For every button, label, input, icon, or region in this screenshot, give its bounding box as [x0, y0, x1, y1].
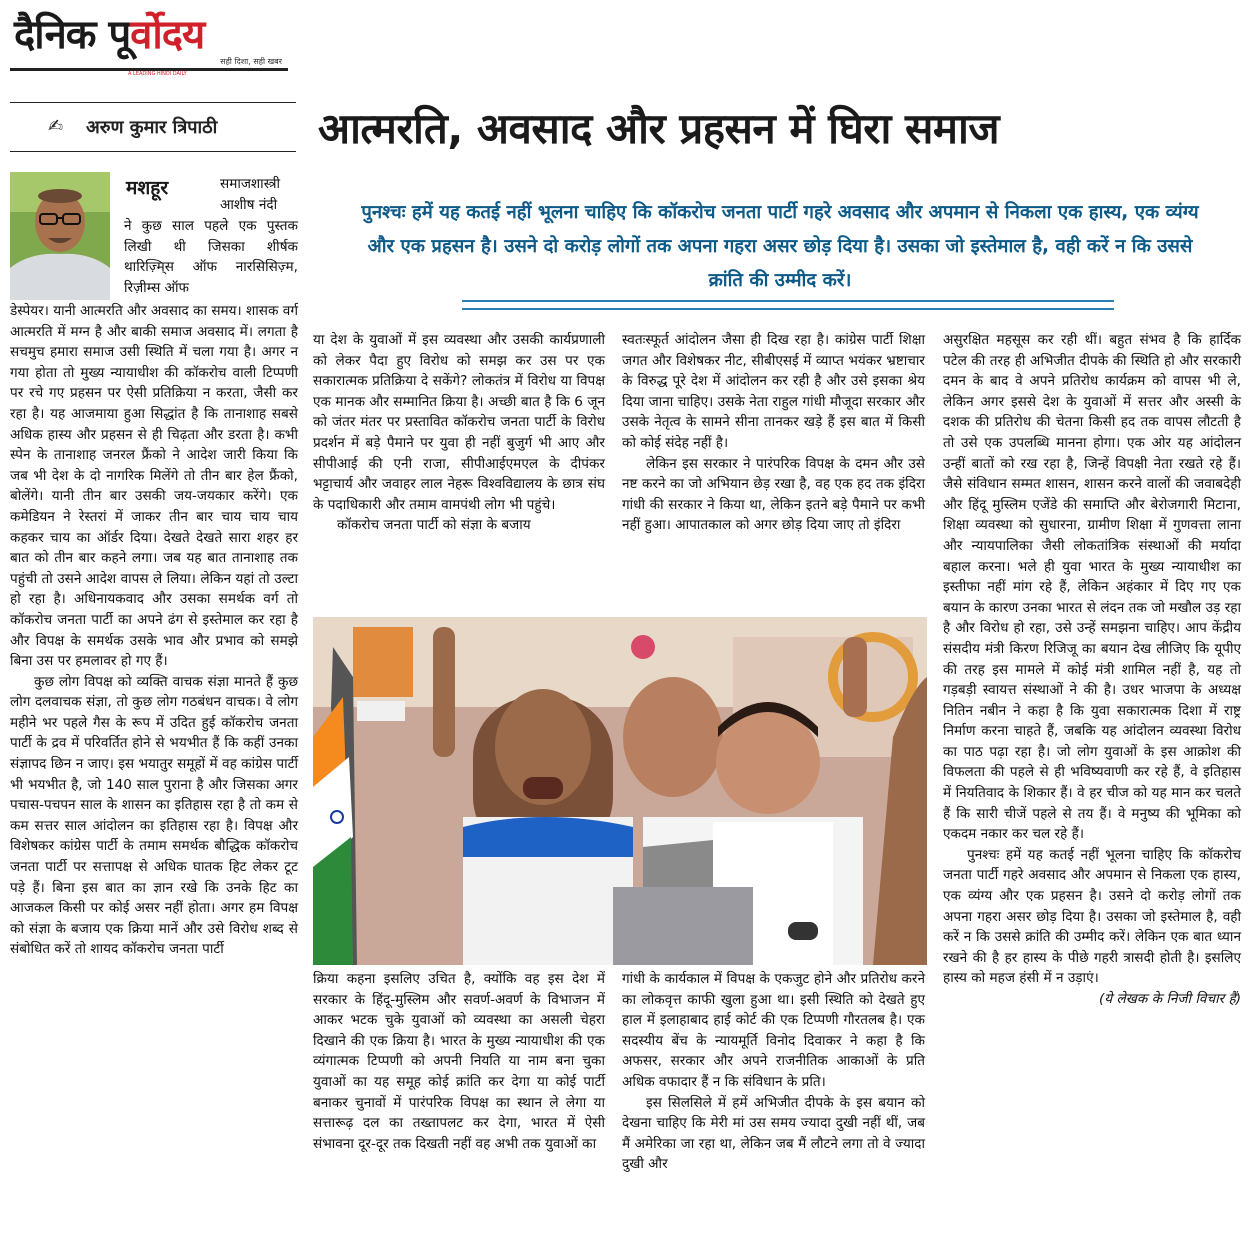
deck-rule: [462, 300, 1114, 310]
masthead-subtag: A LEADING HINDI DAILY: [128, 71, 187, 77]
masthead: [10, 8, 288, 77]
author-photo: [10, 172, 110, 300]
paragraph: गांधी के कार्यकाल में विपक्ष के एकजुट होने और प्रतिरोध करने का लोकवृत्त काफी खुला हुआ था। इसी स्थिति को देखते हुए हाल में इलाहाबाद हाई कोर्ट की एक टिप्पणी गौरतलब है। एक सदस्यीय बेंच के न्यायमूर्ति विनोद दिवाकर ने कहा है कि अफसर, सरकार और अपने राजनीतिक आकाओं के प्रति अधिक वफादार हैं न कि संविधान के प्रति।: [622, 971, 925, 1090]
protest-photo: [313, 617, 927, 965]
deck-pullquote: पुनश्चः हमें यह कतई नहीं भूलना चाहिए कि कॉकरोच जनता पार्टी गहरे अवसाद और अपमान से निकला एक हास्य, एक व्यंग्य और एक प्रहसन है। उसने दो करोड़ लोगों तक अपना गहरा असर छोड़ दिया है। उसका जो इस्तेमाल है, वही करें न कि उससे क्रांति की उम्मीद करें।: [361, 202, 1199, 291]
paragraph: कुछ लोग विपक्ष को व्यक्ति वाचक संज्ञा मानते हैं कुछ लोग दलवाचक संज्ञा, तो कुछ लोग गठबंधन वाचक। वे लोग महीने भर पहले गैस के रूप में उदित हुई कॉकरोच जनता पार्टी के द्रव में परिवर्तित होने से भयभीत हैं कि कहीं उनका संज्ञापद छिन न जाए। इस भयातुर समूहों में वह कांग्रेस पार्टी भी भयभीत है, जो 140 साल पुराना है और जिसका अगर पचास-पचपन साल के शासन का इतिहास रहा है तो कम से कम सत्तर साल आंदोलन का इतिहास रहा है। विपक्ष और विशेषकर कांग्रेस पार्टी के तमाम समर्थक बौद्धिक कॉकरोच जनता पार्टी पर सत्तापक्ष से अधिक घातक हिट लेकर टूट पड़े हैं। बिना इस बात का ज्ञान रखे कि उनके हिट का आजकल किसी पर कोई असर नहीं होता। अगर हम विपक्ष को संज्ञा के बजाय एक क्रिया मानें और उसे विरोध शब्द से संबोधित करें तो शायद कॉकरोच जनता पार्टी: [10, 673, 298, 958]
paragraph: पुनश्चः हमें यह कतई नहीं भूलना चाहिए कि कॉकरोच जनता पार्टी गहरे अवसाद और अपमान से निकला एक हास्य, एक व्यंग्य और एक प्रहसन है। उसने दो करोड़ लोगों तक अपना गहरा असर छोड़ दिया है। उसका जो इस्तेमाल है, वही करें न कि उससे क्रांति की उम्मीद करें। लेकिन एक बात ध्यान रखने की है हर हास्य के पीछे गहरी त्रासदी होती है। इसलिए हास्य को महज हंसी में न उड़ाएं।: [943, 846, 1241, 987]
intro-mid-text: ने कुछ साल पहले एक पुस्तक लिखी थी जिसका शीर्षक थारिज़्मि्स ऑफ नारसिसिज़्म, रिज़ीम्स ऑफ: [124, 218, 298, 296]
intro-right-text: समाजशास्त्री आशीष नंदी: [220, 176, 281, 213]
paragraph: या देश के युवाओं में इस व्यवस्था और उसकी कार्यप्रणाली को लेकर पैदा हुए विरोध को समझ कर उस पर एक सकारात्मक प्रतिक्रिया दे सकेंगे? लोकतंत्र में विरोध या विपक्ष एक मानक और सम्मानित क्रिया है। अच्छी बात है कि 6 जून को जंतर मंतर पर प्रस्तावित कॉकरोच जनता पार्टी के विरोध प्रदर्शन में बड़े पैमाने पर युवा ही नहीं बुजुर्ग भी आए और सीपीआई की एनी राजा, सीपीआईएमएल के दीपंकर भट्टाचार्य और जवाहर लाल नेहरू विश्वविद्यालय के छात्र संघ के पदाधिकारी और तमाम वामपंथी लोग भी पहुंचे।: [313, 332, 605, 513]
column-4: [943, 330, 1241, 1010]
column-1: [10, 301, 298, 960]
paragraph: स्वतःस्फूर्त आंदोलन जैसा ही दिख रहा है। कांग्रेस पार्टी शिक्षा जगत और विशेषकर नीट, सीबीएसई में व्याप्त भयंकर भ्रष्टाचार के विरुद्ध पूरे देश में आंदोलन कर रही है और उसे इसका श्रेय दिया जाना चाहिए। उसके नेता राहुल गांधी मौजूदा सरकार और उसके नेतृत्व के सामने सीना तानकर खड़े हैं इस बात में किसी को कोई संदेह नहीं है।: [622, 332, 925, 451]
paragraph: कॉकरोच जनता पार्टी को संज्ञा के बजाय: [337, 517, 531, 534]
newspaper-name: दैनिक पूर्वोदय: [14, 12, 205, 58]
author-disclaimer: (ये लेखक के निजी विचार हैं): [1099, 991, 1241, 1007]
byline: [10, 102, 296, 152]
column-2-top: [313, 330, 605, 536]
intro-drop-word: मशहूर: [126, 177, 169, 199]
headline: आत्मरति, अवसाद और प्रहसन में घिरा समाज: [318, 104, 1000, 153]
paragraph: डेस्पेयर। यानी आत्मरति और अवसाद का समय। शासक वर्ग आत्मरति में मग्न है और बाकी समाज अवसाद में। लगता है सचमुच हमारा समाज उसी स्थिति में चला गया है। अगर न गया होता तो मुख्य न्यायाधीश की कॉकरोच वाली टिप्पणी पर रचे गए प्रहसन पर ऐसी प्रतिक्रिया न करता, जैसी कर रहा है। यह आजमाया हुआ सिद्धांत है कि तानाशाह सबसे अधिक हास्य और प्रहसन से ही चिढ़ता और डरता है। कभी स्पेन के तानाशाह जनरल फ्रैंको ने आदेश जारी किया कि जब भी देश के दो नागरिक मिलेंगे तो तीन बार हेल फ्रैंको, बोलेंगे। यानी तीन बार उसकी जय-जयकार करेंगे। एक कमेडियन ने रेस्तरां में जाकर तीन बार चाय चाय चाय कहकर चाय का ऑर्डर दिया। देखते देखते सारा शहर हर बात को तीन बार कहने लगा। जब यह बात तानाशाह तक पहुंची तो उसने आदेश वापस ले लिया। लेकिन यहां तो उल्टा हो रहा है। अधिनायकवाद और उसका समर्थक वर्ग तो कॉकरोच जनता पार्टी का अपने ढंग से इस्तेमाल कर रहा है और विपक्ष के समर्थक उसके भाव और प्रभाव को समझे बिना उस पर हमलावर हो गए हैं।: [10, 303, 298, 670]
masthead-tagline: सही दिशा, सही खबर: [220, 57, 282, 66]
column-3-top: [622, 330, 925, 536]
author-name: अरुण कुमार त्रिपाठी: [86, 117, 218, 138]
pen-icon: ✍: [48, 116, 64, 137]
paragraph: असुरक्षित महसूस कर रही थीं। बहुत संभव है कि हार्दिक पटेल की तरह ही अभिजीत दीपके की स्थिति हो और सरकारी दमन के बाद वे अपने प्रतिरोध कार्यक्रम को वापस भी ले, लेकिन अगर इससे देश के युवाओं में सत्तर और अस्सी के दशक की प्रतिरोध की चेतना किसी हद तक वापस लौटती है तो उसे एक उपलब्धि मानना होगा। एक ओर यह आंदोलन उन्हीं बातों को रख रहा है, जिन्हें विपक्षी नेता रखते रहे हैं। जैसे संविधान सम्मत शासन, शासन करने वालों की जवाबदेही और हिंदू मुस्लिम एजेंडे की समाप्ति और बेरोजगारी मिटाना, शिक्षा व्यवस्था को सुधारना, ग्रामीण शिक्षा में गुणवत्ता लाना और न्यायपालिका जैसी लोकतांत्रिक संस्थाओं की मर्यादा बहाल करना। भले ही युवा भारत के मुख्य न्यायाधीश का इस्तीफा नहीं मांग रहे हैं, लेकिन अहंकार में दिए गए एक बयान के कारण उनका भारत से लंदन तक जो मखौल उड़ रहा है और विरोध हो रहा, उसे उन्हें समझना चाहिए। आप केंद्रीय संसदीय मंत्री किरण रिजिजू का बयान देख लीजिए कि यूपीए की तरह इस मामले में कोई मंत्री शामिल नहीं है, यह तो गड़बड़ी स्वायत्त संस्थाओं ने की है। उधर भाजपा के अध्यक्ष नितिन नबीन ने कहा है कि युवा सकारात्मक दिशा में राष्ट्र निर्माण करना चाहते हैं, जबकि यह आंदोलन व्यवस्था विरोध का पाठ पढ़ा रहा है। जो लोग युवाओं के इस आक्रोश की विफलता की पहले से ही भविष्यवाणी कर रहे हैं, वे इतिहास में नियतिवाद के शिकार हैं। वे हर चीज को यह मान कर चलते हैं कि सारी चीजें पहले से तय हैं। वे मनुष्य की भूमिका को एकदम नकार कर चल रहे हैं।: [943, 332, 1241, 843]
column-2-bottom: [313, 969, 605, 1154]
paragraph: लेकिन इस सरकार ने पारंपरिक विपक्ष के दमन और उसे नष्ट करने का जो अभियान छेड़ रखा है, वह एक हद तक इंदिरा गांधी की सरकार ने किया था, लेकिन इतने बड़े पैमाने पर कभी नहीं हुआ। आपातकाल को अगर छोड़ दिया जाए तो इंदिरा: [622, 455, 925, 534]
column-3-bottom: [622, 969, 925, 1175]
paragraph: इस सिलसिले में हमें अभिजीत दीपके के इस बयान को देखना चाहिए कि मेरी मां उस समय ज्यादा दुखी नहीं थीं, जब मैं अमेरिका जा रहा था, लेकिन जब मैं लौटने लगा तो वे ज्यादा दुखी और: [622, 1094, 925, 1173]
paragraph: क्रिया कहना इसलिए उचित है, क्योंकि वह इस देश में सरकार के हिंदू-मुस्लिम और सवर्ण-अवर्ण के विभाजन में आकर भटक चुके युवाओं को व्यवस्था का असली चेहरा दिखाने की एक क्रिया है। भारत के मुख्य न्यायाधीश की एक व्यंगात्मक टिप्पणी को अपनी नियति या नाम बना चुका युवाओं का यह समूह कोई क्रांति कर देगा या कोई पार्टी बनाकर चुनावों में पारंपरिक विपक्ष का स्थान ले लेगा या सत्तारूढ़ दल का तख्तापलट कर देगा, भारत में ऐसी संभावना दूर-दूर तक दिखती नहीं वह अभी तक युवाओं का: [313, 971, 605, 1152]
